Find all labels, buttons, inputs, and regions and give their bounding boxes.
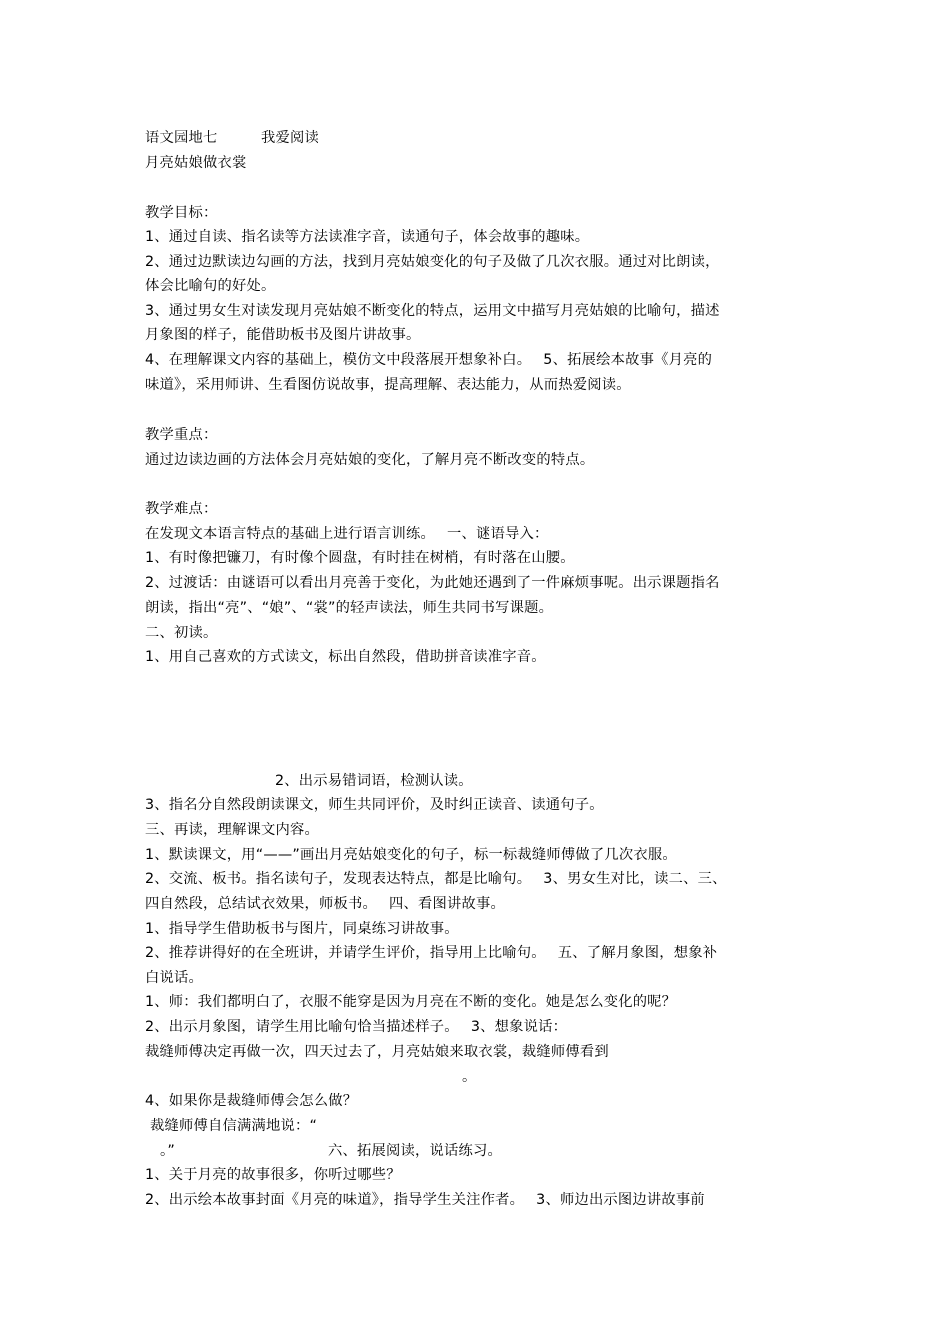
text-line: 白说话。 — [145, 970, 203, 986]
text-line: 裁缝师傅自信满满地说：“ — [150, 1118, 318, 1134]
text-line: 2、通过边默读边勾画的方法，找到月亮姑娘变化的句子及做了几次衣服。通过对比朗读， — [145, 254, 720, 270]
text-line: 裁缝师傅决定再做一次，四天过去了，月亮姑娘来取衣裳，裁缝师傅看到 — [145, 1044, 609, 1060]
text-line: 1、通过自读、指名读等方法读准字音，读通句子，体会故事的趣味。 — [145, 229, 590, 245]
text-line: 月象图的样子，能借助板书及图片讲故事。 — [145, 327, 421, 343]
text-line: 1、关于月亮的故事很多，你听过哪些？ — [145, 1167, 401, 1183]
text-line: 1、默读课文，用“——”画出月亮姑娘变化的句子，标一标裁缝师傅做了几次衣服。 — [145, 847, 677, 863]
text-line: 2、出示月象图，请学生用比喻句恰当描述样子。 3、想象说话： — [145, 1019, 568, 1035]
text-line: 3、通过男女生对读发现月亮姑娘不断变化的特点，运用文中描写月亮姑娘的比喻句，描述 — [145, 303, 720, 319]
text-line: 1、用自己喜欢的方式读文，标出自然段，借助拼音读准字音。 — [145, 649, 546, 665]
text-line: 。” — [160, 1143, 175, 1159]
text-line: 2、交流、板书。指名读句子，发现表达特点，都是比喻句。 3、男女生对比，读二、三、 — [145, 871, 727, 887]
text-line: 通过边读边画的方法体会月亮姑娘的变化，了解月亮不断改变的特点。 — [145, 452, 595, 468]
text-line: 味道》，采用师讲、生看图仿说故事，提高理解、表达能力，从而热爱阅读。 — [145, 377, 631, 393]
lesson-title: 月亮姑娘做衣裳 — [145, 155, 247, 171]
text-line: 1、有时像把镰刀，有时像个圆盘，有时挂在树梢，有时落在山腰。 — [145, 550, 575, 566]
section-heading: 二、初读。 — [145, 625, 218, 641]
section-heading: 六、拓展阅读，说话练习。 — [328, 1143, 502, 1159]
key-points-heading: 教学重点： — [145, 427, 218, 443]
text-line: 4、如果你是裁缝师傅会怎么做？ — [145, 1093, 358, 1109]
text-line: 1、指导学生借助板书与图片，同桌练习讲故事。 — [145, 921, 459, 937]
text-line: 2、出示易错词语，检测认读。 — [275, 773, 473, 789]
text-line: 1、师：我们都明白了，衣服不能穿是因为月亮在不断的变化。她是怎么变化的呢？ — [145, 994, 677, 1010]
text-line: 3、指名分自然段朗读课文，师生共同评价，及时纠正读音、读通句子。 — [145, 797, 604, 813]
text-line: 在发现文本语言特点的基础上进行语言训练。 一、谜语导入： — [145, 526, 549, 542]
text-line: 2、过渡话：由谜语可以看出月亮善于变化，为此她还遇到了一件麻烦事呢。出示课题指名 — [145, 575, 720, 591]
text-line: 四自然段，总结试衣效果，师板书。 四、看图讲故事。 — [145, 896, 506, 912]
text-line: 4、在理解课文内容的基础上，模仿文中段落展开想象补白。 5、拓展绘本故事《月亮的 — [145, 352, 713, 368]
text-line: 2、出示绘本故事封面《月亮的味道》，指导学生关注作者。 3、师边出示图边讲故事前 — [145, 1192, 705, 1208]
text-line: 体会比喻句的好处。 — [145, 278, 276, 294]
difficulties-heading: 教学难点： — [145, 501, 218, 517]
unit-title: 语文园地七 我爱阅读 — [145, 130, 319, 146]
section-heading: 三、再读，理解课文内容。 — [145, 822, 319, 838]
goals-heading: 教学目标： — [145, 205, 218, 221]
text-line: 2、推荐讲得好的在全班讲，并请学生评价，指导用上比喻句。 五、了解月象图，想象补 — [145, 945, 718, 961]
text-line: 朗读，指出“亮”、“娘”、“裳”的轻声读法，师生共同书写课题。 — [145, 600, 554, 616]
text-line: 。 — [462, 1069, 477, 1085]
